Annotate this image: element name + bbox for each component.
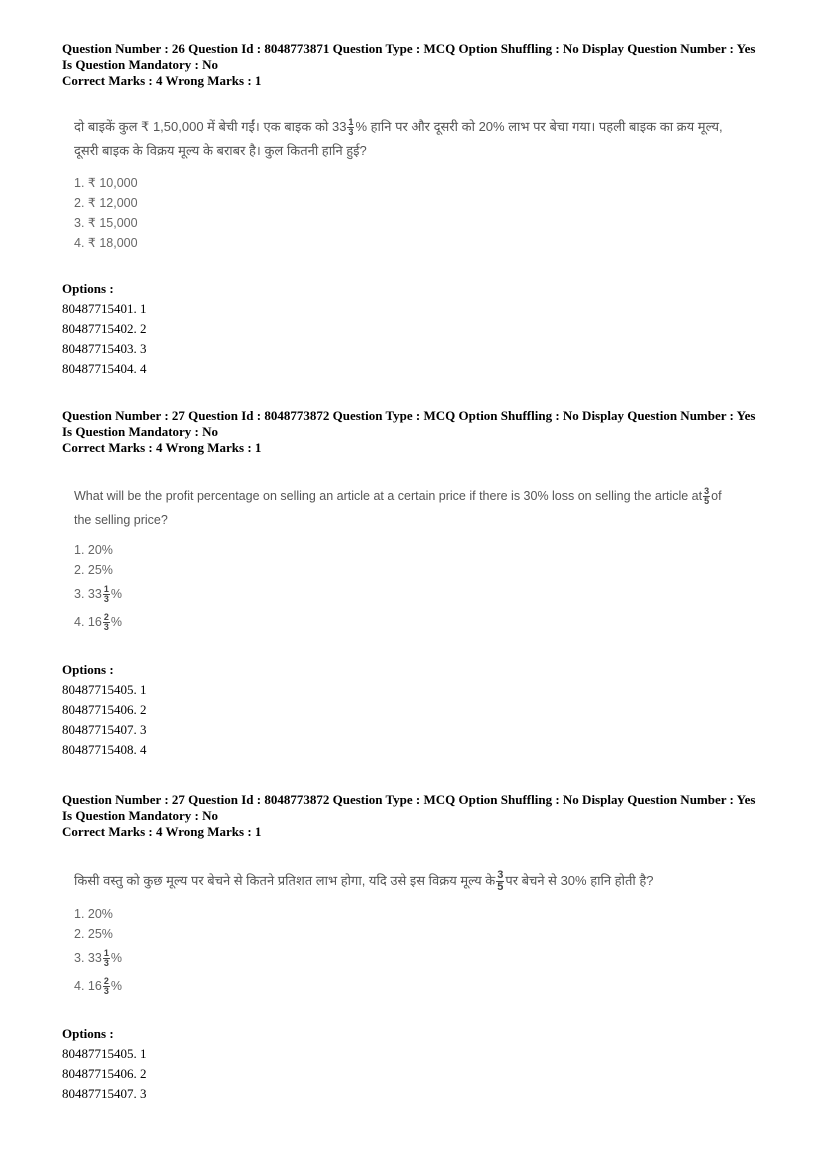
fraction-denominator: 3 bbox=[348, 127, 354, 138]
question-meta bbox=[62, 408, 774, 456]
meta-line: Is Question Mandatory : No bbox=[62, 808, 219, 823]
fraction-numerator: 3 bbox=[704, 486, 710, 497]
fraction-denominator: 5 bbox=[497, 881, 504, 894]
choice-suffix: % bbox=[110, 615, 122, 629]
choice-suffix: % bbox=[110, 587, 122, 601]
option-code: 80487715401. 1 bbox=[62, 301, 147, 316]
fraction bbox=[496, 870, 504, 893]
option-code: 80487715406. 2 bbox=[62, 702, 147, 717]
fraction bbox=[103, 977, 110, 996]
choice-prefix: 3. 33 bbox=[74, 587, 102, 601]
choice-suffix: % bbox=[110, 951, 122, 965]
question-text-part: किसी वस्तु को कुछ मूल्य पर बेचने से कितने प्रतिशत लाभ होगा, यदि उसे इस विक्रय मूल्य के bbox=[74, 873, 496, 888]
fraction bbox=[703, 487, 710, 506]
question-meta bbox=[62, 41, 774, 89]
question-text-part: पर बेचने से 30% हानि होती है? bbox=[505, 873, 654, 888]
choice: 1. ₹ 10,000 bbox=[74, 176, 138, 190]
fraction-denominator: 3 bbox=[103, 958, 109, 969]
choice-prefix: 3. 33 bbox=[74, 951, 102, 965]
question-block-27 bbox=[62, 408, 774, 760]
question-text-part: % हानि पर और दूसरी को 20% लाभ पर बेचा गया। पहली बाइक का क्रय मूल्य, bbox=[355, 119, 723, 134]
meta-line: Question Number : 27 Question Id : 8048773872 Question Type : MCQ Option Shuffling : No Display Question Number : Yes bbox=[62, 408, 756, 423]
meta-line: Is Question Mandatory : No bbox=[62, 57, 219, 72]
fraction bbox=[347, 118, 354, 137]
question-image bbox=[74, 115, 774, 253]
option-code: 80487715402. 2 bbox=[62, 321, 147, 336]
choice bbox=[74, 944, 774, 972]
meta-line: Correct Marks : 4 Wrong Marks : 1 bbox=[62, 824, 262, 839]
fraction-denominator: 5 bbox=[704, 496, 710, 507]
question-text bbox=[74, 866, 774, 896]
option-code: 80487715403. 3 bbox=[62, 341, 147, 356]
choice: 1. 20% bbox=[74, 543, 113, 557]
fraction-numerator: 1 bbox=[103, 948, 109, 959]
question-block-27-hindi bbox=[62, 792, 774, 1104]
choice: 1. 20% bbox=[74, 907, 113, 921]
fraction-numerator: 3 bbox=[497, 869, 504, 882]
meta-line: Correct Marks : 4 Wrong Marks : 1 bbox=[62, 73, 262, 88]
fraction-denominator: 3 bbox=[103, 986, 109, 997]
fraction-numerator: 1 bbox=[348, 117, 354, 128]
question-text-part: of bbox=[711, 489, 722, 503]
fraction bbox=[103, 949, 110, 968]
fraction-numerator: 2 bbox=[103, 976, 109, 987]
meta-line: Question Number : 27 Question Id : 8048773872 Question Type : MCQ Option Shuffling : No Display Question Number : Yes bbox=[62, 792, 756, 807]
options-label: Options : bbox=[62, 281, 114, 296]
choice bbox=[74, 580, 774, 608]
meta-line: Correct Marks : 4 Wrong Marks : 1 bbox=[62, 440, 262, 455]
choice-prefix: 4. 16 bbox=[74, 979, 102, 993]
option-code: 80487715406. 2 bbox=[62, 1066, 147, 1081]
fraction bbox=[103, 585, 110, 604]
options-label: Options : bbox=[62, 1026, 114, 1041]
choice-prefix: 4. 16 bbox=[74, 615, 102, 629]
meta-line: Is Question Mandatory : No bbox=[62, 424, 219, 439]
choice: 2. 25% bbox=[74, 563, 113, 577]
choice: 4. ₹ 18,000 bbox=[74, 236, 138, 250]
choice: 2. ₹ 12,000 bbox=[74, 196, 138, 210]
option-code: 80487715407. 3 bbox=[62, 722, 147, 737]
question-text bbox=[74, 484, 774, 508]
fraction-denominator: 3 bbox=[103, 594, 109, 605]
fraction-numerator: 2 bbox=[103, 612, 109, 623]
choice-suffix: % bbox=[110, 979, 122, 993]
choice bbox=[74, 608, 774, 636]
choice: 3. ₹ 15,000 bbox=[74, 216, 138, 230]
question-meta bbox=[62, 792, 774, 840]
question-block-26 bbox=[62, 41, 774, 379]
option-code: 80487715405. 1 bbox=[62, 1046, 147, 1061]
question-image bbox=[74, 866, 774, 1000]
fraction bbox=[103, 613, 110, 632]
question-text bbox=[74, 115, 774, 139]
meta-line: Question Number : 26 Question Id : 8048773871 Question Type : MCQ Option Shuffling : No Display Question Number : Yes bbox=[62, 41, 756, 56]
fraction-numerator: 1 bbox=[103, 584, 109, 595]
choice bbox=[74, 972, 774, 1000]
question-text-part: What will be the profit percentage on selling an article at a certain price if there is 30% loss on selling the article at bbox=[74, 489, 703, 503]
option-code: 80487715404. 4 bbox=[62, 361, 147, 376]
options-label: Options : bbox=[62, 662, 114, 677]
question-text-part: दो बाइकें कुल ₹ 1,50,000 में बेची गईं। एक बाइक को 33 bbox=[74, 119, 347, 134]
question-text-line2: दूसरी बाइक के विक्रय मूल्य के बराबर है। कुल कितनी हानि हुई? bbox=[74, 143, 367, 158]
question-text-line2: the selling price? bbox=[74, 513, 168, 527]
question-image bbox=[74, 484, 774, 636]
option-code: 80487715405. 1 bbox=[62, 682, 147, 697]
option-code: 80487715407. 3 bbox=[62, 1086, 147, 1101]
fraction-denominator: 3 bbox=[103, 622, 109, 633]
option-code: 80487715408. 4 bbox=[62, 742, 147, 757]
choice: 2. 25% bbox=[74, 927, 113, 941]
